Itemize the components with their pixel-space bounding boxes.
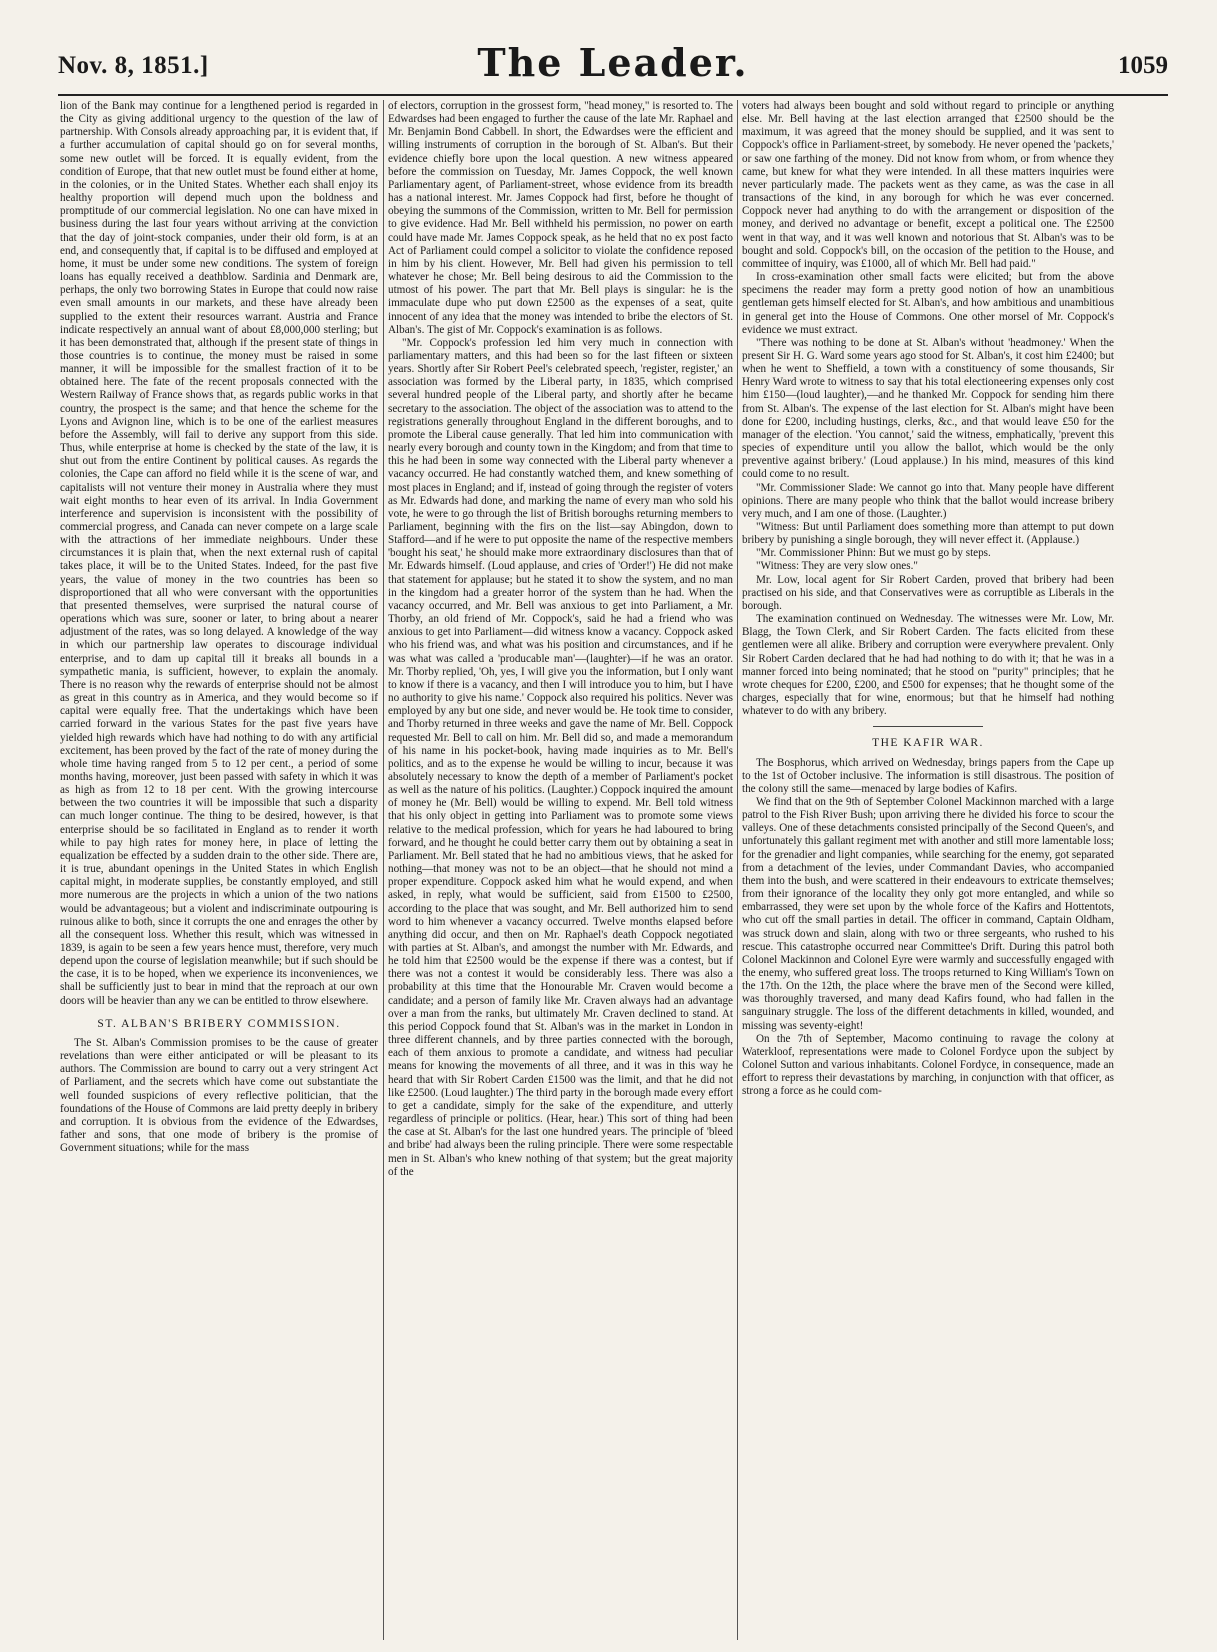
page-number: 1059 xyxy=(1118,52,1168,79)
article-paragraph: "There was nothing to be done at St. Alban's without 'headmoney.' When the present Sir H. G. Ward some years ago stood for St. Alban's, it cost him £2400; but when he went to Sheffield, a town with a constituency of some thousands, Sir Henry Ward wrote to witness to say that his total electioneering expenses only cost him £150—(loud laughter),—and he thanked Mr. Coppock for sending him there from St. Alban's. The expense of the last election for St. Alban's might have been done for £200, including hustings, clerks, &c., and that would leave £50 for the manager of the election. 'You cannot,' said the witness, emphatically, 'prevent this species of expenditure until you allow the ballot, which would be the only preventive against bribery.' (Loud applause.) In his mind, measures of this kind could come to no result. xyxy=(742,336,1114,481)
column-2 xyxy=(388,100,733,1645)
article-paragraph: "Mr. Commissioner Slade: We cannot go into that. Many people have different opinions. There are many people who think that the ballot would increase bribery very much, and I am one of those. (Laughter.) xyxy=(742,481,1114,520)
article-paragraph: "Witness: But until Parliament does something more than attempt to put down bribery by punishing a single borough, they will never effect it. (Applause.) xyxy=(742,521,1114,547)
section-heading-kafir-war: THE KAFIR WAR. xyxy=(872,737,984,750)
article-paragraph: The St. Alban's Commission promises to be the cause of greater revelations than were either anticipated or will be pleasant to its authors. The Commission are bound to carry out a very stringent Act of Parliament, and the secrets which have come out substantiate the well founded suspicions of every reflective politician, that the foundations of the House of Commons are laid pretty deeply in bribery and corruption. It is obvious from the evidence of the Edwardses, father and sons, that one mode of bribery is the promise of Government situations; while for the mass xyxy=(60,1036,378,1155)
masthead-rule xyxy=(58,94,1168,96)
article-paragraph: The examination continued on Wednesday. The witnesses were Mr. Low, Mr. Blagg, the Town Clerk, and Sir Robert Carden. The facts elicited from these gentlemen were all alike. Bribery and corruption were everywhere prevalent. Only Sir Robert Carden declared that he had had nothing to do with it; that he was in a manner forced into being nominated; that he stood on "purity" principles; that he wrote cheques for £200, £200, and £500 for expenses; that he thought some of the charges, especially that for wine, enormous; but that he himself had nothing whatever to do with any bribery. xyxy=(742,613,1114,718)
column-1 xyxy=(60,100,378,1645)
article-paragraph: The Bosphorus, which arrived on Wednesday, brings papers from the Cape up to the 1st of October inclusive. The information is still disastrous. The position of the colony still the same—menaced by large bodies of Kafirs. xyxy=(742,756,1114,795)
column-divider-1 xyxy=(383,100,384,1640)
article-paragraph: Mr. Low, local agent for Sir Robert Carden, proved that bribery had been practised on his side, and that Conservatives were as corruptible as Liberals in the borough. xyxy=(742,573,1114,612)
article-paragraph: of electors, corruption in the grossest form, "head money," is resorted to. The Edwardses had been engaged to further the cause of the late Mr. Raphael and Mr. Benjamin Bond Cabbell. In short, the Edwardses were the efficient and willing instruments of corruption in the borough of St. Alban's. But their evidence chiefly bore upon the local question. A new witness appeared before the commission on Tuesday, Mr. James Coppock, the well known Parliamentary agent, of Parliament-street, whose evidence from its breadth has a national interest. Mr. James Coppock had first, before he thought of obeying the summons of the Commission, written to Mr. Bell for permission to give evidence. Had Mr. Bell withheld his permission, no power on earth could have made Mr. James Coppock speak, as he held that no ex post facto Act of Parliament could compel a solicitor to violate the confidence reposed in him by his client. However, Mr. Bell had given his permission to tell whatever he chose; Mr. Bell being desirous to aid the Commission to the utmost of his power. The part that Mr. Bell plays is singular: he is the immaculate dupe who put down £2500 as the expenses of a seat, quite innocent of any idea that the money was intended to bribe the electors of St. Alban's. The gist of Mr. Coppock's examination is as follows. xyxy=(388,100,733,336)
article-paragraph: lion of the Bank may continue for a lengthened period is regarded in the City as giving additional urgency to the question of the law of partnership. With Consols already approaching par, it is evident that, if a further accumulation of capital should go on for several months, some new outlet will be forced. It is equally evident, from the condition of Europe, that that new outlet must be found either at home, in the colonies, or in the United States. Whether each shall enjoy its healthy proportion will depend much upon the boldness and promptitude of our commercial legislation. No one can have mixed in business during the last four years without arriving at the conviction that the day of joint-stock companies, under their old form, is at an end, and consequently that, if capital is to be diffused and employed at home, it must be under some new conditions. The system of foreign loans has equally received a deathblow. Sardinia and Denmark are, perhaps, the only two borrowing States in Europe that could now raise even small amounts in our markets, and these have already been supplied to the extent their resources warrant. Austria and France indicate respectively an annual want of about £8,000,000 sterling; but it has been demonstrated that, although if the present state of things in those countries is to continue, the money must be raised in some manner, it will be impossible for the smallest fraction of it to be obtained here. The fate of the recent proposals connected with the Western Railway of France shows that, as regards public works in that country, the prospect is the same; and that hence the scheme for the Lyons and Avignon line, which is to be one of the earliest measures before the Assembly, will fail to derive any support from this side. Thus, while enterprise at home is checked by the state of the law, it is shut out from the entire Continent by political causes. As regards the colonies, the Cape can afford no field while it is the scene of war, and capitalists will not venture their money in Australia where they must wait eight months to hear even of its arrival. In India Government interference and supervision is inconsistent with the possibility of commercial progress, and Canada can never compete on a large scale with the attractions of her immediate neighbours. Under these circumstances it is plain that, when the next external rush of capital takes place, it will be to the United States. Indeed, for the past five years, the value of money in the two countries has been so disproportioned that all who were conversant with the opportunities that presented themselves, were surprised the natural course of operations which was sure, sooner or later, to bring about a nearer adjustment of the rates, was so long delayed. A knowledge of the way in which our partnership law operates to discourage individual enterprise, and to dam up capital till it breaks all bounds in a sympathetic mania, is sufficient, however, to explain the anomaly. There is no reason why the rewards of enterprise should not be almost as great in this country as in America, and they would become so if capital were equally free. That the undertakings which have been carried forward in the various States for the past five years have yielded high rewards which have had nothing to do with any artificial excitement, has been proved by the fact of the rate of money during the whole time having ranged from 5 to 12 per cent., a period of some months having, moreover, just been passed with safety in which it was as high as from 12 to 18 per cent. With the growing intercourse between the two countries it will be impossible that such a disparity can much longer continue. The thing to be desired, however, is that enterprise should be so facilitated in England as to render it worth while to pay high rates for money here, in place of letting the equalization be effected by a sudden drain to the other side. There are, it is true, abundant openings in the United States in which English capital might, in moderate supplies, be constantly employed, and still more numerous are the projects in which a union of the two nations would be advantageous; but a violent and indiscriminate outpouring is ruinous alike to both, since it corrupts the one and enrages the other by all the consequent loss. Whether this result, which was witnessed in 1839, is again to be seen a few years hence must, therefore, very much depend upon the course of legislation meanwhile; but if such should be the case, it is to be hoped, when we experience its inconveniences, we shall be sufficiently just to bear in mind that the reproach at our own doors will be heavier than any we can be entitled to throw elsewhere. xyxy=(60,100,378,1007)
article-paragraph: "Mr. Commissioner Phinn: But we must go by steps. xyxy=(756,547,991,560)
article-paragraph: "Mr. Coppock's profession led him very much in connection with parliamentary matters, and this had been so for the last fifteen or sixteen years. Shortly after Sir Robert Peel's celebrated speech, 'register, register,' an association was formed by the Liberal party, in 1835, which comprised several hundred people of the Liberal party, and shortly after he became secretary to the association. The object of the association was to attend to the registrations generally throughout England in the different boroughs, and to promote the Liberal cause generally. That led him into communication with nearly every borough and county town in the Kingdom; and from that time to this he had been in some way connected with the Liberal party whenever a vacancy occurred. He had constantly watched them, and knew something of most places in England; and if, instead of going through the register of voters as Mr. Edwards had done, and marking the name of every man who sold his vote, he were to go through the list of British boroughs returning members to Parliament, beginning with the firs on the list—say Abingdon, down to Stafford—and if he were to put opposite the name of the respective members 'bought his seat,' he should make more extraordinary disclosures than that of Mr. Edwards himself. (Loud applause, and cries of 'Order!') He did not make that statement for applause; but he stated it to show the system, and no man in the kingdom had a greater horror of the system than he had. When the vacancy occurred, and Mr. Bell was anxious to get into Parliament, a Mr. Thorby, an old friend of Mr. Coppock's, said he had a friend who was anxious to get into Parliament—did witness know a vacancy. Coppock asked who his friend was, and what was his position and circumstances, and if he was what was called a 'producable man'—(laughter)—if he was an orator. Mr. Thorby replied, 'Oh, yes, I will give you the information, but I only want to know if there is a vacancy, and then I will introduce you to him, but I have no authority to give his name.' Coppock also required his politics. Never was employed by any but one side, and never would be. He took time to consider, and Thorby returned in three weeks and gave the name of Mr. Bell. Coppock requested Mr. Bell to call on him. Mr. Bell did so, and made a memorandum of his name in his pocket-book, having made inquiries as to Mr. Bell's politics, and as to the expense he would be willing to incur, because it was absolutely necessary to know the depth of a member of Parliament's pocket as well as the nature of his politics. (Laughter.) Coppock inquired the amount of money he (Mr. Bell) would be willing to expend. Mr. Bell told witness that his only object in getting into Parliament was to promote some views relative to the medical profession, which for years he had laboured to bring forward, and he thought he could better carry them out by obtaining a seat in Parliament. Mr. Bell stated that he had no ambitious views, that he asked for nothing—that money was not to be an object—that he should not mind a proper expenditure. Coppock asked him what he would expend, and when asked, in reply, what would be sufficient, said from £1500 to £2500, according to the place that was sought, and Mr. Bell authorized him to send word to him whenever a vacancy occurred. Twelve months elapsed before anything did occur, and then on Mr. Raphael's death Coppock negotiated with parties at St. Alban's, and amongst the number with Mr. Edwards, and he told him that £2500 would be the expense if there was a contest, but if there was not a contest it would be considerably less. There was also a probability at this time that the Honourable Mr. Craven would become a candidate; and a person of family like Mr. Craven always had an advantage over a man from the ranks, but ultimately Mr. Craven declined to stand. At this period Coppock found that St. Alban's was in the market in London in three different channels, and by three parties connected with the borough, each of them anxious to promote a candidate, and witness had peculiar means for knowing the movements of all three, and it was in this way he heard that with Sir Robert Carden £1500 was the limit, and that he did not like £2500. (Loud laughter.) The third party in the borough made every effort to get a candidate, simply for the sake of the expenditure, and utterly regardless of principle or politics. (Hear, hear.) This sort of thing had been the case at St. Alban's for the last one hundred years. The principle of 'bleed and bribe' had always been the ruling principle. There were some respectable men in St. Alban's who knew nothing of that system; but the great majority of the xyxy=(388,336,733,1178)
article-paragraph: "Witness: They are very slow ones." xyxy=(756,560,918,573)
column-3 xyxy=(742,100,1114,1645)
section-heading-st-albans: ST. ALBAN'S BRIBERY COMMISSION. xyxy=(97,1017,341,1030)
issue-date: Nov. 8, 1851.] xyxy=(58,52,209,79)
article-paragraph: We find that on the 9th of September Colonel Mackinnon marched with a large patrol to the Fish River Bush; upon arriving there he divided his force to scour the valleys. One of these detachments consisted principally of the Second Queen's, and unfortunately this gallant regiment met with another and still more lamentable loss; for the grenadier and light companies, while searching for the enemy, got separated from a detachment of the levies, under Commandant Davies, who accompanied them into the bush, and were scattered in their endeavours to extricate themselves; from their ignorance of the locality they only got more entangled, and while so embarrassed, they were set upon by the whole force of the Kafirs and Hottentots, who cut off the small parties in detail. The officer in command, Captain Oldham, was struck down and slain, along with two or three sergeants, who rushed to his rescue. This catastrophe occurred near Committee's Drift. During this patrol both Colonel Mackinnon and Colonel Eyre were warmly and successfully engaged with the enemy, who suffered great loss. The troops returned to King William's Town on the 17th. On the 12th, the place where the brave men of the Second were killed, was thoroughly traversed, and many dead Kafirs found, who had fallen in the sanguinary struggle. The loss of the different detachments in killed, wounded, and missing was seventy-eight! xyxy=(742,795,1114,1032)
masthead xyxy=(58,40,1168,94)
article-paragraph: On the 7th of September, Macomo continuing to ravage the colony at Waterkloof, representations were made to Colonel Fordyce upon the subject by Colonel Sutton and various inhabitants. Colonel Fordyce, in consequence, made an effort to repress their devastations by marching, in conjunction with that officer, as strong a force as he could com- xyxy=(742,1032,1114,1098)
newspaper-title: The Leader. xyxy=(477,40,749,85)
article-paragraph: In cross-examination other small facts were elicited; but from the above specimens the reader may form a pretty good notion of how an unambitious gentleman gets himself elected for St. Alban's, and how ambitious and unambitious in general get into the House of Commons. One other morsel of Mr. Coppock's evidence we must extract. xyxy=(742,271,1114,336)
column-divider-2 xyxy=(737,100,738,1640)
section-separator xyxy=(873,726,983,727)
article-paragraph: voters had always been bought and sold without regard to principle or anything else. Mr. Bell having at the last election arranged that £2500 should be the maximum, it was agreed that the money should be supplied, and it was sent to Coppock's office in Parliament-street, by somebody. He never opened the 'packets,' or saw one farthing of the money. Did not know from whom, or from whence they came, but knew for what they were intended. In all these matters inquiries were never particularly made. The packets went as they came, as was the case in all transactions of the kind, in any borough for which he was ever concerned. Coppock never had anything to do with the arrangement or disposition of the money, and derived no advantage or benefit, except a political one. The £2500 went in that way, and it was well known and notorious that St. Alban's was to be bought and sold. Coppock's bill, on the occasion of the petition to the House, and committee of inquiry, was £1000, all of which Mr. Bell had paid." xyxy=(742,100,1114,270)
